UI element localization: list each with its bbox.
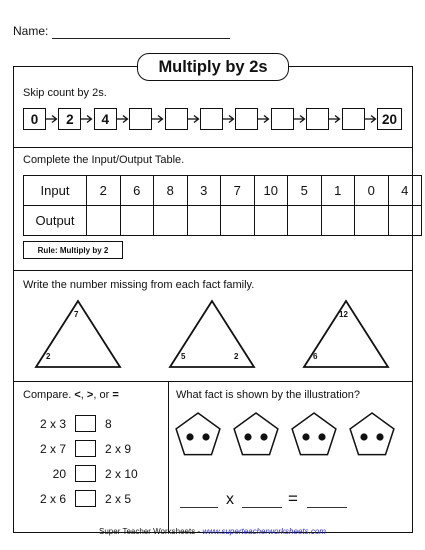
dot (260, 433, 267, 440)
compare-right: 2 x 5 (105, 492, 132, 506)
triangle-1-left: 2 (46, 352, 51, 361)
skip-count-box: 0 (23, 108, 46, 130)
dot (244, 433, 251, 440)
skip-count-box: 2 (58, 108, 81, 130)
rule-box: Rule: Multiply by 2 (23, 241, 123, 259)
input-cell: 8 (154, 176, 188, 206)
compare-left: 2 x 3 (39, 417, 66, 431)
input-cell: 3 (187, 176, 221, 206)
input-cell: 0 (355, 176, 389, 206)
skip-count-instruction: Skip count by 2s. (23, 87, 107, 99)
input-cell: 10 (254, 176, 288, 206)
triangle-3-top: 12 (339, 310, 348, 319)
triangle-2-right: 2 (234, 352, 239, 361)
footer-separator: - (197, 527, 201, 536)
dot (318, 433, 325, 440)
input-cell: 6 (120, 176, 154, 206)
skip-count-box: 20 (377, 108, 402, 130)
compare-prefix: Compare. (23, 389, 72, 401)
pentagon-group (172, 410, 224, 458)
footer-site: Super Teacher Worksheets (99, 527, 196, 536)
worksheet-title: Multiply by 2s (137, 53, 289, 81)
factor-2-blank[interactable] (242, 507, 282, 508)
compare-right: 8 (105, 417, 112, 431)
input-cell: 1 (321, 176, 355, 206)
compare-left: 20 (52, 467, 66, 481)
or-word: , or (93, 389, 110, 401)
compare-answer-box[interactable] (75, 465, 96, 482)
input-cell: 5 (288, 176, 322, 206)
compare-left: 2 x 6 (39, 492, 66, 506)
section-divider-3 (13, 381, 413, 382)
footer-url[interactable]: www.superteacherworksheets.com (202, 527, 326, 536)
factor-1-blank[interactable] (180, 507, 218, 508)
dot (202, 433, 209, 440)
equals-symbol: = (112, 389, 119, 401)
triangle-3-left: 6 (313, 352, 318, 361)
input-cell: 4 (388, 176, 422, 206)
compare-answer-box[interactable] (75, 440, 96, 457)
less-than-symbol: < (74, 389, 81, 401)
triangle-1-top: 7 (74, 310, 79, 319)
compare-answer-box[interactable] (75, 490, 96, 507)
product-blank[interactable] (307, 507, 347, 508)
equals-sign: = (288, 489, 298, 508)
section-divider-vertical (168, 381, 169, 533)
input-cell: 7 (221, 176, 255, 206)
skip-count-box: 4 (94, 108, 117, 130)
pentagon-group (346, 410, 398, 458)
greater-than-symbol: > (86, 389, 94, 401)
dot (302, 433, 309, 440)
compare-answer-box[interactable] (75, 415, 96, 432)
input-label: Input (24, 176, 87, 206)
compare-left: 2 x 7 (39, 442, 66, 456)
illustration-instruction: What fact is shown by the illustration? (176, 389, 361, 401)
compare-right: 2 x 10 (105, 467, 138, 481)
pentagon-group (230, 410, 282, 458)
dot (376, 433, 383, 440)
dot (186, 433, 193, 440)
times-symbol: x (226, 491, 234, 508)
name-label: Name: (13, 24, 49, 38)
compare-instruction: Compare. <, >, or = (23, 389, 119, 401)
io-table-instruction: Complete the Input/Output Table. (23, 154, 185, 166)
pentagon-group (288, 410, 340, 458)
triangle-2-left: 5 (181, 352, 186, 361)
compare-right: 2 x 9 (105, 442, 132, 456)
output-label: Output (24, 206, 87, 236)
dot (360, 433, 367, 440)
input-cell: 2 (87, 176, 121, 206)
footer (0, 527, 425, 536)
fact-family-instruction: Write the number missing from each fact family. (23, 279, 255, 291)
